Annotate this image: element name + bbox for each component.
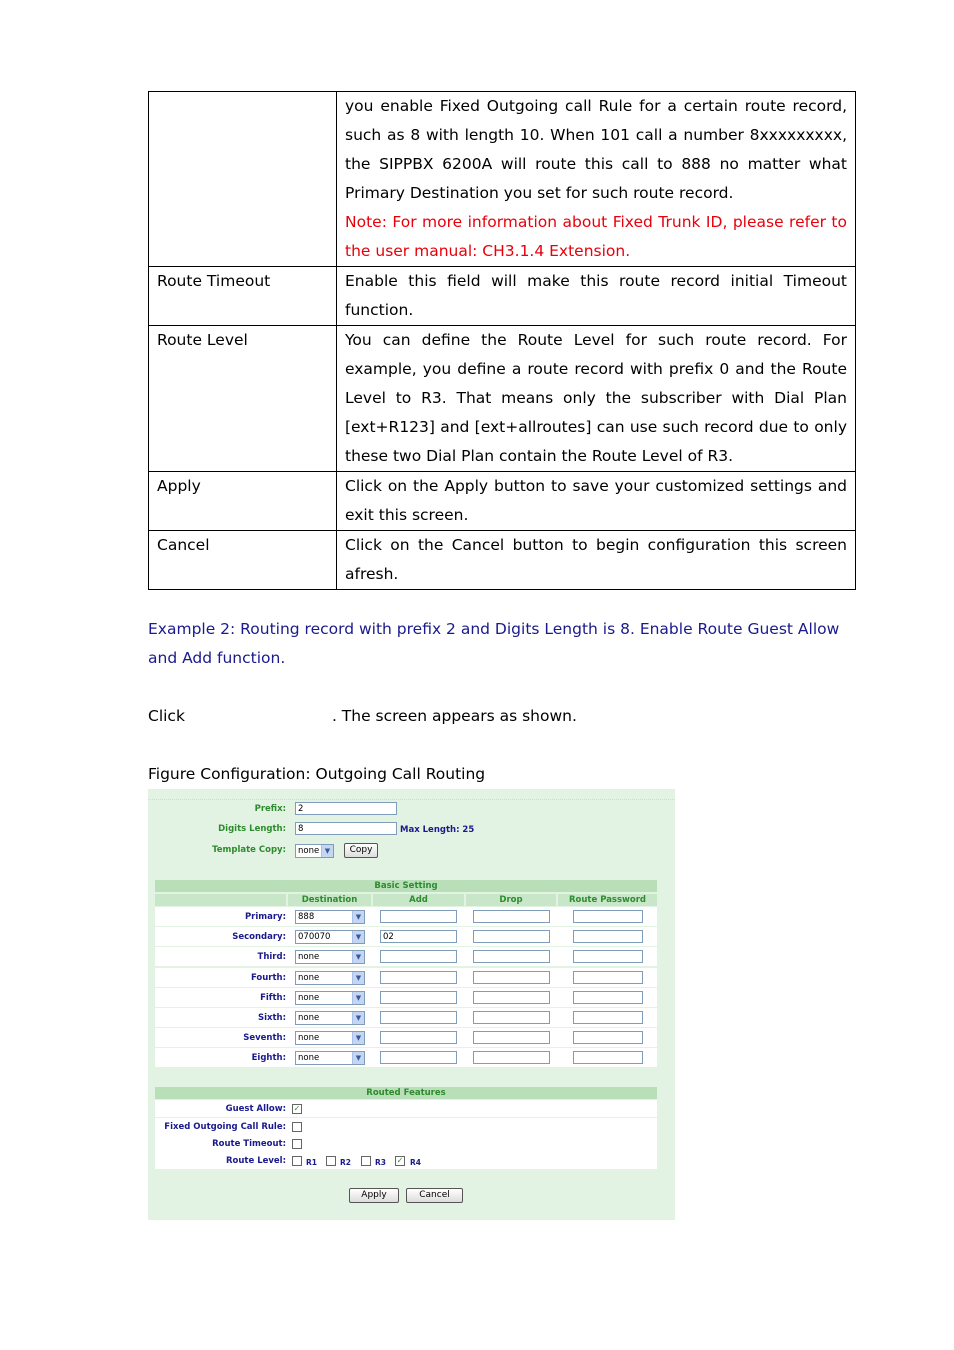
add-input[interactable]	[380, 1031, 457, 1044]
column-header-destination: Destination	[288, 894, 371, 906]
chevron-down-icon: ▼	[352, 1052, 364, 1064]
destination-value: 070070	[298, 932, 331, 943]
prefix-label: Prefix:	[254, 804, 286, 814]
add-input[interactable]	[380, 1011, 457, 1024]
route-row	[155, 1008, 657, 1028]
field-description: Click on the Cancel button to begin configuration this screen afresh.	[337, 531, 856, 590]
route-row	[155, 968, 657, 988]
destination-value: none	[298, 972, 320, 983]
add-input[interactable]	[380, 950, 457, 963]
route-row	[155, 907, 657, 927]
route-level-r3-checkbox[interactable]	[361, 1156, 371, 1166]
drop-input[interactable]	[473, 930, 550, 943]
field-description: You can define the Route Level for such route record. For example, you define a route record with prefix 0 and the Route Level to R3. That means only the subscriber with Dial Plan [ext+R123] and [ext+allroutes] can use such record due to only these two Dial Plan contain the Route Level of R3.	[337, 326, 856, 472]
drop-input[interactable]	[473, 1051, 550, 1064]
field-description: Click on the Apply button to save your customized settings and exit this screen.	[337, 472, 856, 531]
click-rest: . The screen appears as shown.	[331, 707, 577, 725]
template-copy-label: Template Copy:	[212, 845, 286, 855]
drop-input[interactable]	[473, 971, 550, 984]
dotted-divider	[148, 789, 675, 800]
route-label: Fourth:	[250, 972, 286, 983]
chevron-down-icon: ▼	[352, 931, 364, 943]
route-password-input[interactable]	[573, 1011, 643, 1024]
route-password-input[interactable]	[573, 910, 643, 923]
table-row	[149, 531, 856, 590]
guest-allow-checkbox[interactable]: ✓	[293, 1104, 301, 1113]
route-row	[155, 988, 657, 1008]
basic-setting-header: Basic Setting	[155, 880, 657, 892]
route-label: Seventh:	[243, 1033, 286, 1044]
copy-button[interactable]: Copy	[344, 843, 378, 858]
table-row	[149, 92, 856, 267]
destination-value: none	[298, 1053, 320, 1064]
route-level-r3-label: R3	[375, 1158, 386, 1167]
chevron-down-icon: ▼	[352, 1032, 364, 1044]
route-password-input[interactable]	[573, 971, 643, 984]
route-password-input[interactable]	[573, 991, 643, 1004]
example-heading: Example 2: Routing record with prefix 2 and Digits Length is 8. Enable Route Guest Allow and Add function.	[148, 620, 840, 667]
destination-select[interactable]	[295, 1051, 365, 1065]
destination-select[interactable]	[295, 991, 365, 1005]
drop-input[interactable]	[473, 1011, 550, 1024]
destination-value: 888	[298, 912, 315, 922]
route-password-input[interactable]	[573, 1031, 643, 1044]
route-level-r1-checkbox[interactable]	[292, 1156, 302, 1166]
add-input[interactable]	[380, 1051, 457, 1064]
destination-value: none	[298, 952, 320, 963]
route-level-r2-checkbox[interactable]	[326, 1156, 336, 1166]
drop-input[interactable]	[473, 1031, 550, 1044]
route-timeout-checkbox[interactable]	[292, 1139, 302, 1149]
route-label: Third:	[257, 952, 286, 963]
guest-allow-row	[155, 1100, 657, 1118]
table-row	[149, 267, 856, 326]
destination-select[interactable]	[295, 910, 365, 924]
template-copy-select[interactable]	[295, 844, 334, 858]
destination-value: none	[298, 1033, 320, 1044]
field-name: Route Timeout	[149, 267, 337, 326]
drop-input[interactable]	[473, 910, 550, 923]
route-row	[155, 1048, 657, 1068]
digits-length-input[interactable]: 8	[295, 822, 397, 835]
add-input[interactable]	[380, 971, 457, 984]
add-input[interactable]: 02	[380, 930, 457, 943]
route-label: Fifth:	[260, 992, 286, 1003]
chevron-down-icon: ▼	[352, 992, 364, 1004]
click-instruction	[148, 702, 577, 731]
digits-length-label: Digits Length:	[218, 824, 286, 834]
fixed-rule-label: Fixed Outgoing Call Rule:	[164, 1122, 286, 1132]
route-label: Secondary:	[232, 932, 286, 943]
table-row	[149, 472, 856, 531]
apply-button[interactable]: Apply	[349, 1188, 399, 1203]
column-header-blank	[155, 894, 286, 906]
route-label: Primary:	[244, 912, 286, 922]
destination-select[interactable]	[295, 1031, 365, 1045]
route-label: Eighth:	[251, 1053, 286, 1064]
description-table	[148, 91, 856, 590]
route-row	[155, 1028, 657, 1048]
field-name: Apply	[149, 472, 337, 531]
add-input[interactable]	[380, 910, 457, 923]
route-timeout-row	[155, 1135, 657, 1153]
destination-value: none	[298, 1013, 320, 1023]
note-text: Note: For more information about Fixed Trunk ID, please refer to the user manual: CH3.1.4 Extension.	[345, 213, 847, 260]
route-level-row	[155, 1152, 657, 1170]
routed-features-header: Routed Features	[155, 1087, 657, 1099]
drop-input[interactable]	[473, 991, 550, 1004]
route-row	[155, 927, 657, 947]
route-password-input[interactable]	[573, 950, 643, 963]
chevron-down-icon: ▼	[321, 845, 333, 857]
guest-allow-label: Guest Allow:	[225, 1104, 286, 1114]
drop-input[interactable]	[473, 950, 550, 963]
route-level-label: Route Level:	[225, 1156, 286, 1166]
route-password-input[interactable]	[573, 1051, 643, 1064]
field-name: Route Level	[149, 326, 337, 472]
destination-value: none	[298, 992, 320, 1003]
template-copy-value: none	[298, 846, 320, 856]
click-word: Click	[148, 707, 185, 725]
field-description: Enable this field will make this route record initial Timeout function.	[337, 267, 856, 326]
route-row	[155, 947, 657, 967]
route-level-r4-label: R4	[410, 1158, 421, 1167]
column-header-drop: Drop	[466, 894, 556, 906]
chevron-down-icon: ▼	[352, 972, 364, 984]
route-password-input[interactable]	[573, 930, 643, 943]
chevron-down-icon: ▼	[352, 911, 364, 923]
destination-select[interactable]	[295, 950, 365, 964]
chevron-down-icon: ▼	[352, 951, 364, 963]
route-timeout-label: Route Timeout:	[212, 1139, 286, 1149]
field-description: you enable Fixed Outgoing call Rule for a certain route record, such as 8 with length 10. When 101 call a number 8xxxxxxxxx, the SIPPBX 6200A will route this call to 888 no matter what Primary Destination you set for such route record.	[345, 97, 847, 202]
chevron-down-icon: ▼	[352, 1012, 364, 1024]
destination-select[interactable]	[295, 930, 365, 944]
field-name	[149, 92, 337, 267]
outgoing-routing-screenshot	[148, 789, 675, 1220]
figure-caption: Figure Configuration: Outgoing Call Routing	[148, 765, 486, 783]
fixed-rule-row	[155, 1118, 657, 1136]
max-length-hint: Max Length: 25	[400, 825, 475, 835]
cancel-button[interactable]: Cancel	[406, 1188, 463, 1203]
field-name: Cancel	[149, 531, 337, 590]
table-row	[149, 326, 856, 472]
add-input[interactable]	[380, 991, 457, 1004]
column-header-add: Add	[373, 894, 464, 906]
prefix-input[interactable]: 2	[295, 802, 397, 815]
destination-select[interactable]	[295, 1011, 365, 1025]
route-label: Sixth:	[257, 1013, 286, 1023]
column-header-route-password: Route Password	[558, 894, 657, 906]
route-level-r4-checkbox[interactable]: ✓	[396, 1156, 404, 1165]
route-level-r2-label: R2	[340, 1158, 351, 1167]
fixed-rule-checkbox[interactable]	[292, 1122, 302, 1132]
destination-select[interactable]	[295, 971, 365, 985]
route-level-r1-label: R1	[306, 1158, 317, 1167]
